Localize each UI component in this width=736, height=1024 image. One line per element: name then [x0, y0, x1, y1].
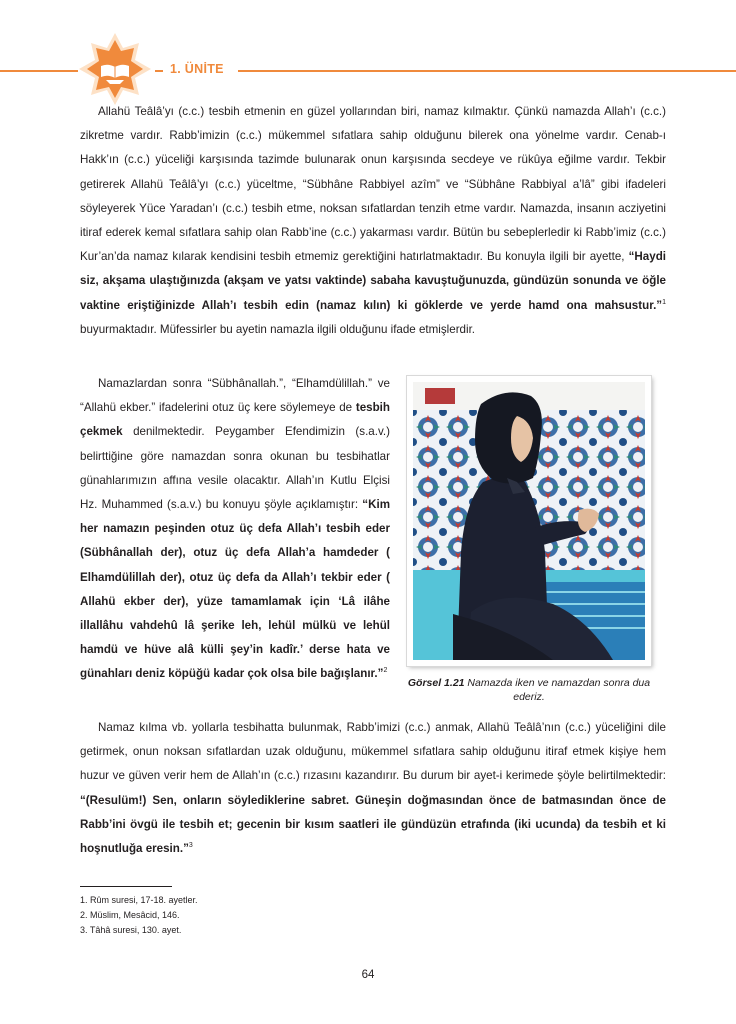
header-rule-left [0, 70, 78, 72]
figure-caption-text: Namazda iken ve namazdan sonra dua ederiz. [464, 677, 651, 703]
footnote-1: 1. Rûm suresi, 17-18. ayetler. [80, 895, 198, 905]
header-dash [155, 70, 163, 72]
footnote-rule [80, 886, 172, 887]
footnotes [80, 893, 198, 938]
figure-photo [407, 376, 651, 666]
paragraph-1-quote: “Haydi siz, akşama ulaştığınızda (akşam ve yatsı vaktinde) sabaha kavuştuğunuzda, gündüzün sonunda ve öğle vaktine eriştiğinizde Allah’ı tesbih edin (namaz kılın) ki göklerde ve yerde hamd ona mahsustur.” [80, 250, 666, 312]
figure-caption [404, 676, 654, 704]
unit-badge [78, 32, 152, 106]
figure-label: Görsel 1.21 [407, 677, 465, 689]
paragraph-3-quote: “(Resulüm!) Sen, onların söylediklerine sabret. Güneşin doğmasından önce de batmasından önce de Rabb’ini övgü ile tesbih et; gecenin bir kısım saatleri ile gündüzün etrafında (iki ucunda) da tesbih et ki hoşnutluğa eresin.” [80, 793, 666, 856]
footnote-ref-2: 2 [383, 667, 388, 675]
paragraph-3-text-a: Namaz kılma vb. yollarla tesbihatta bulunmak, Rabb’imizi (c.c.) anmak, Allahü Teâlâ’nın (c.c.) yüceliğini dile getirmek, onun noksan sıfatlardan uzak olduğunu, mükemmel sıfatlara sahip olduğunu itiraf etmek kişiye hem huzur ve güven verir hem de Allah’ın (c.c.) rızasını kazandırır. Bu durum bir ayet-i kerimede şöyle belirtilmektedir: [80, 721, 666, 783]
paragraph-2-text-a: Namazlardan sonra “Sübhânallah.”, “Elhamdülillah.” ve “Allahü ekber.” ifadelerini otuz üç kere söylemeye de [80, 377, 390, 415]
paragraph-1-text-a: Allahü Teâlâ’yı (c.c.) tesbih etmenin en güzel yollarından biri, namaz kılmaktır. Çünkü namazda Allah’ı (c.c.) zikretme vardır. Rabb’imizin (c.c.) mükemmel sıfatlara sahip olduğunu bilerek ona yönelme vardır. Cenab-ı Hakk’ın (c.c.) yüceliği karşısında tazimde bulunarak onun karşısında secdeye ve rükûya eğilme vardır. Tekbir getirerek Allahü Teâlâ’yı (c.c.) yüceltme, “Sübhâne Rabbiyel azîm” ve “Sübhâne Rabbiyal a’lâ” gibi ifadeleri söyleyerek Yüce Yaradan’ı (c.c.) tesbih etme, noksan sıfatlardan tenzih etme vardır. Namazda, insanın acziyetini itiraf ederek kemal sıfatlara sahip olan Rabb’ine (c.c.) yakarması vardır. Bütün bu sebeplerledir ki Rabb’imiz (c.c.) Kur’an’da namaz kılarak kendisini tesbih etmemiz gerektiğini hatırlatmaktadır. Bu konuyla ilgili bir ayette, [80, 105, 666, 264]
paragraph-2-text-b: denilmektedir. Peygamber Efendimizin (s.a.v.) belirttiğine göre namazdan sonra okunan bu tesbihatlar günahlarımızın affına vesile olacaktır. Allah’ın Kutlu Elçisi Hz. Muhammed (s.a.v.) bu konuyu şöyle açıklamıştır: [80, 425, 390, 512]
footnote-ref-3: 3 [188, 842, 193, 850]
paragraph-2-term: tesbih çekmek [80, 401, 390, 439]
footnote-2: 2. Müslim, Mesâcid, 146. [80, 910, 180, 920]
paragraph-1-text-b: buyurmaktadır. Müfessirler bu ayetin namazla ilgili olduğunu ifade etmişlerdir. [80, 322, 476, 336]
paragraph-3 [80, 716, 666, 861]
praying-woman-image [413, 382, 645, 660]
page-number: 64 [361, 969, 375, 981]
footnote-3: 3. Tâhâ suresi, 130. ayet. [80, 925, 182, 935]
open-book-icon [78, 32, 152, 106]
footnote-ref-1: 1 [662, 298, 666, 306]
unit-title: 1. ÜNİTE [170, 62, 224, 76]
paragraph-1 [80, 100, 666, 342]
paragraph-2-quote: “Kim her namazın peşinden otuz üç defa Allah’ı tesbih eder (Sübhânallah der), otuz üç defa Allah’a hamdeder ( Elhamdülillah der), otuz üç defa da Allah’ı tekbir eder ( Allahü ekber der), yüze tamamlamak için ‘Lâ ilâhe illallâhu vahdehû lâ şerike leh, lehül mülkü ve lehül hamdü ve hüve alâ külli şey’in kadîr.’ derse hata ve günahları deniz köpüğü kadar çok olsa bile bağışlanır.” [80, 498, 390, 681]
header-rule-right [238, 70, 736, 72]
paragraph-2 [80, 372, 390, 687]
